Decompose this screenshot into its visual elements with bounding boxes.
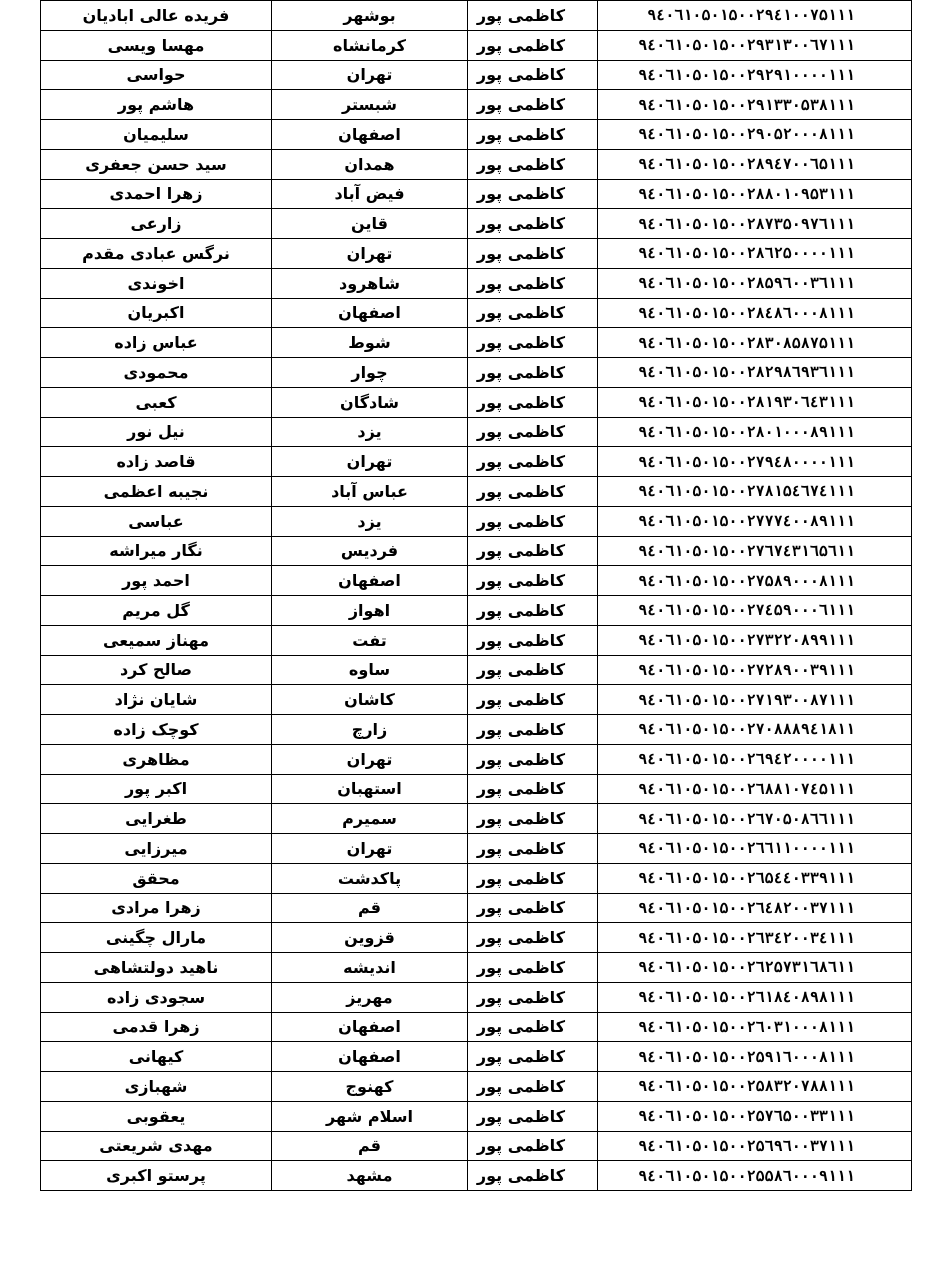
name-cell: سلیمیان xyxy=(41,120,272,150)
table-body xyxy=(41,1,912,1191)
name-cell: شایان نژاد xyxy=(41,685,272,715)
city-cell: همدان xyxy=(272,149,468,179)
name-cell: شهبازی xyxy=(41,1072,272,1102)
surname-cell: کاظمی پور xyxy=(468,179,598,209)
name-cell: قاصد زاده xyxy=(41,447,272,477)
city-cell: یزد xyxy=(272,506,468,536)
data-table xyxy=(40,0,912,1191)
name-cell: زهرا احمدی xyxy=(41,179,272,209)
surname-cell: کاظمی پور xyxy=(468,566,598,596)
table-row xyxy=(41,447,912,477)
city-cell: شادگان xyxy=(272,387,468,417)
account-number-cell: ۹٤۰٦۱۰۵۰۱۵۰۰۲۷٤۵۹۰۰۰٦۱۱۱ xyxy=(598,596,912,626)
table-row xyxy=(41,1012,912,1042)
city-cell: اصفهان xyxy=(272,298,468,328)
surname-cell: کاظمی پور xyxy=(468,893,598,923)
table-row xyxy=(41,90,912,120)
city-cell: اصفهان xyxy=(272,566,468,596)
account-number-cell: ۹٤۰٦۱۰۵۰۱۵۰۰۲۹۲۹۱۰۰۰۰۱۱۱ xyxy=(598,60,912,90)
surname-cell: کاظمی پور xyxy=(468,239,598,269)
name-cell: کوچک زاده xyxy=(41,715,272,745)
table-row xyxy=(41,358,912,388)
surname-cell: کاظمی پور xyxy=(468,60,598,90)
surname-cell: کاظمی پور xyxy=(468,685,598,715)
name-cell: هاشم پور xyxy=(41,90,272,120)
table-row xyxy=(41,387,912,417)
city-cell: قزوین xyxy=(272,923,468,953)
table-row xyxy=(41,655,912,685)
city-cell: قاین xyxy=(272,209,468,239)
surname-cell: کاظمی پور xyxy=(468,834,598,864)
name-cell: حواسی xyxy=(41,60,272,90)
name-cell: پرستو اکبری xyxy=(41,1161,272,1191)
city-cell: اهواز xyxy=(272,596,468,626)
city-cell: شوط xyxy=(272,328,468,358)
account-number-cell: ۹٤۰٦۱۰۵۰۱۵۰۰۲۸۱۹۳۰٦٤۳۱۱۱ xyxy=(598,387,912,417)
surname-cell: کاظمی پور xyxy=(468,536,598,566)
name-cell: فریده عالی ابادیان xyxy=(41,1,272,31)
city-cell: یزد xyxy=(272,417,468,447)
name-cell: مظاهری xyxy=(41,744,272,774)
table-row xyxy=(41,566,912,596)
surname-cell: کاظمی پور xyxy=(468,120,598,150)
name-cell: احمد پور xyxy=(41,566,272,596)
table-row xyxy=(41,1042,912,1072)
table-row xyxy=(41,834,912,864)
city-cell: سمیرم xyxy=(272,804,468,834)
account-number-cell: ۹٤۰٦۱۰۵۰۱۵۰۰۲۸۸۰۱۰۹۵۳۱۱۱ xyxy=(598,179,912,209)
account-number-cell: ۹٤۰٦۱۰۵۰۱۵۰۰۲٦۱۸٤۰۸۹۸۱۱۱ xyxy=(598,982,912,1012)
surname-cell: کاظمی پور xyxy=(468,804,598,834)
city-cell: فیض آباد xyxy=(272,179,468,209)
account-number-cell: ۹٤۰٦۱۰۵۰۱۵۰۰۲۸۷۳۵۰۹۷٦۱۱۱ xyxy=(598,209,912,239)
table-row xyxy=(41,268,912,298)
account-number-cell: ۹٤۰٦۱۰۵۰۱۵۰۰۲۹۰۵۲۰۰۰۸۱۱۱ xyxy=(598,120,912,150)
account-number-cell: ۹٤۰٦۱۰۵۰۱۵۰۰۲۸٤۸٦۰۰۰۸۱۱۱ xyxy=(598,298,912,328)
name-cell: مارال چگینی xyxy=(41,923,272,953)
city-cell: تفت xyxy=(272,625,468,655)
table-row xyxy=(41,804,912,834)
table-row xyxy=(41,596,912,626)
account-number-cell: ۹٤۰٦۱۰۵۰۱۵۰۰۲٦۰۳۱۰۰۰۸۱۱۱ xyxy=(598,1012,912,1042)
table-row xyxy=(41,120,912,150)
surname-cell: کاظمی پور xyxy=(468,209,598,239)
city-cell: تهران xyxy=(272,834,468,864)
name-cell: میرزایی xyxy=(41,834,272,864)
name-cell: نرگس عبادی مقدم xyxy=(41,239,272,269)
surname-cell: کاظمی پور xyxy=(468,923,598,953)
surname-cell: کاظمی پور xyxy=(468,1131,598,1161)
account-number-cell: ۹٤۰٦۱۰۵۰۱۵۰۰۲۹۳۱۳۰۰٦۷۱۱۱ xyxy=(598,30,912,60)
city-cell: پاکدشت xyxy=(272,863,468,893)
city-cell: عباس آباد xyxy=(272,477,468,507)
account-number-cell: ۹٤۰٦۱۰۵۰۱۵۰۰۲٦۲۵۷۳۱٦۸٦۱۱ xyxy=(598,953,912,983)
surname-cell: کاظمی پور xyxy=(468,655,598,685)
account-number-cell: ۹٤۰٦۱۰۵۰۱۵۰۰۲۹٤۱۰۰۷۵۱۱۱ xyxy=(598,1,912,31)
name-cell: اکبریان xyxy=(41,298,272,328)
account-number-cell: ۹٤۰٦۱۰۵۰۱۵۰۰۲٦٦۱۱۰۰۰۰۱۱۱ xyxy=(598,834,912,864)
account-number-cell: ۹٤۰٦۱۰۵۰۱۵۰۰۲۵۵۸٦۰۰۰۹۱۱۱ xyxy=(598,1161,912,1191)
city-cell: کاشان xyxy=(272,685,468,715)
surname-cell: کاظمی پور xyxy=(468,447,598,477)
account-number-cell: ۹٤۰٦۱۰۵۰۱۵۰۰۲۷۵۸۹۰۰۰۸۱۱۱ xyxy=(598,566,912,596)
table-row xyxy=(41,1131,912,1161)
city-cell: مهریز xyxy=(272,982,468,1012)
city-cell: ساوه xyxy=(272,655,468,685)
surname-cell: کاظمی پور xyxy=(468,358,598,388)
city-cell: تهران xyxy=(272,744,468,774)
name-cell: مهسا ویسی xyxy=(41,30,272,60)
account-number-cell: ۹٤۰٦۱۰۵۰۱۵۰۰۲۷۷۷٤۰۰۸۹۱۱۱ xyxy=(598,506,912,536)
account-number-cell: ۹٤۰٦۱۰۵۰۱۵۰۰۲٦۷۰۵۰۸٦٦۱۱۱ xyxy=(598,804,912,834)
table-row xyxy=(41,149,912,179)
table-row xyxy=(41,60,912,90)
surname-cell: کاظمی پور xyxy=(468,1042,598,1072)
city-cell: اسلام شهر xyxy=(272,1101,468,1131)
name-cell: کیهانی xyxy=(41,1042,272,1072)
surname-cell: کاظمی پور xyxy=(468,298,598,328)
surname-cell: کاظمی پور xyxy=(468,1161,598,1191)
table-row xyxy=(41,1101,912,1131)
name-cell: مهدی شریعتی xyxy=(41,1131,272,1161)
surname-cell: کاظمی پور xyxy=(468,982,598,1012)
surname-cell: کاظمی پور xyxy=(468,625,598,655)
city-cell: اصفهان xyxy=(272,1042,468,1072)
table-row xyxy=(41,209,912,239)
name-cell: نگار میراشه xyxy=(41,536,272,566)
account-number-cell: ۹٤۰٦۱۰۵۰۱۵۰۰۲۵۸۳۲۰۷۸۸۱۱۱ xyxy=(598,1072,912,1102)
city-cell: تهران xyxy=(272,60,468,90)
table-row xyxy=(41,1072,912,1102)
city-cell: شاهرود xyxy=(272,268,468,298)
name-cell: گل مریم xyxy=(41,596,272,626)
surname-cell: کاظمی پور xyxy=(468,149,598,179)
account-number-cell: ۹٤۰٦۱۰۵۰۱۵۰۰۲۸۰۱۰۰۰۸۹۱۱۱ xyxy=(598,417,912,447)
name-cell: عباس زاده xyxy=(41,328,272,358)
city-cell: زارچ xyxy=(272,715,468,745)
surname-cell: کاظمی پور xyxy=(468,90,598,120)
account-number-cell: ۹٤۰٦۱۰۵۰۱۵۰۰۲۷۱۹۳۰۰۸۷۱۱۱ xyxy=(598,685,912,715)
account-number-cell: ۹٤۰٦۱۰۵۰۱۵۰۰۲۵٦۹٦۰۰۳۷۱۱۱ xyxy=(598,1131,912,1161)
surname-cell: کاظمی پور xyxy=(468,774,598,804)
table-row xyxy=(41,1,912,31)
name-cell: نیل نور xyxy=(41,417,272,447)
name-cell: یعقوبی xyxy=(41,1101,272,1131)
table-row xyxy=(41,863,912,893)
account-number-cell: ۹٤۰٦۱۰۵۰۱۵۰۰۲٦۵٤٤۰۳۳۹۱۱۱ xyxy=(598,863,912,893)
table-row xyxy=(41,982,912,1012)
name-cell: سجودی زاده xyxy=(41,982,272,1012)
account-number-cell: ۹٤۰٦۱۰۵۰۱۵۰۰۲٦۳٤۲۰۰۳٤۱۱۱ xyxy=(598,923,912,953)
name-cell: زهرا قدمی xyxy=(41,1012,272,1042)
table-row xyxy=(41,625,912,655)
surname-cell: کاظمی پور xyxy=(468,715,598,745)
account-number-cell: ۹٤۰٦۱۰۵۰۱۵۰۰۲۵۹۱٦۰۰۰۸۱۱۱ xyxy=(598,1042,912,1072)
table-row xyxy=(41,923,912,953)
name-cell: اکبر پور xyxy=(41,774,272,804)
surname-cell: کاظمی پور xyxy=(468,328,598,358)
city-cell: مشهد xyxy=(272,1161,468,1191)
account-number-cell: ۹٤۰٦۱۰۵۰۱۵۰۰۲۷۲۸۹۰۰۳۹۱۱۱ xyxy=(598,655,912,685)
surname-cell: کاظمی پور xyxy=(468,417,598,447)
account-number-cell: ۹٤۰٦۱۰۵۰۱۵۰۰۲۸۲۹۸٦۹۳٦۱۱۱ xyxy=(598,358,912,388)
name-cell: سید حسن جعفری xyxy=(41,149,272,179)
city-cell: اندیشه xyxy=(272,953,468,983)
name-cell: محقق xyxy=(41,863,272,893)
city-cell: قم xyxy=(272,893,468,923)
name-cell: مهناز سمیعی xyxy=(41,625,272,655)
city-cell: کرمانشاه xyxy=(272,30,468,60)
table-row xyxy=(41,506,912,536)
account-number-cell: ۹٤۰٦۱۰۵۰۱۵۰۰۲۸۳۰۸۵۸۷۵۱۱۱ xyxy=(598,328,912,358)
name-cell: صالح کرد xyxy=(41,655,272,685)
surname-cell: کاظمی پور xyxy=(468,506,598,536)
table-row xyxy=(41,477,912,507)
surname-cell: کاظمی پور xyxy=(468,596,598,626)
city-cell: چوار xyxy=(272,358,468,388)
surname-cell: کاظمی پور xyxy=(468,744,598,774)
account-number-cell: ۹٤۰٦۱۰۵۰۱۵۰۰۲٦۹٤۲۰۰۰۰۱۱۱ xyxy=(598,744,912,774)
surname-cell: کاظمی پور xyxy=(468,953,598,983)
account-number-cell: ۹٤۰٦۱۰۵۰۱۵۰۰۲۸۹٤۷۰۰٦۵۱۱۱ xyxy=(598,149,912,179)
account-number-cell: ۹٤۰٦۱۰۵۰۱۵۰۰۲٦۸۸۱۰۷٤۵۱۱۱ xyxy=(598,774,912,804)
city-cell: قم xyxy=(272,1131,468,1161)
account-number-cell: ۹٤۰٦۱۰۵۰۱۵۰۰۲۸۵۹٦۰۰۳٦۱۱۱ xyxy=(598,268,912,298)
surname-cell: کاظمی پور xyxy=(468,863,598,893)
name-cell: زهرا مرادی xyxy=(41,893,272,923)
table-row xyxy=(41,893,912,923)
city-cell: اصفهان xyxy=(272,120,468,150)
name-cell: عباسی xyxy=(41,506,272,536)
table-row xyxy=(41,239,912,269)
account-number-cell: ۹٤۰٦۱۰۵۰۱۵۰۰۲۷۸۱۵٤٦۷٤۱۱۱ xyxy=(598,477,912,507)
account-number-cell: ۹٤۰٦۱۰۵۰۱۵۰۰۲٦٤۸۲۰۰۳۷۱۱۱ xyxy=(598,893,912,923)
table-row xyxy=(41,298,912,328)
table-row xyxy=(41,774,912,804)
surname-cell: کاظمی پور xyxy=(468,1072,598,1102)
table-row xyxy=(41,536,912,566)
name-cell: اخوندی xyxy=(41,268,272,298)
city-cell: فردیس xyxy=(272,536,468,566)
surname-cell: کاظمی پور xyxy=(468,387,598,417)
surname-cell: کاظمی پور xyxy=(468,1101,598,1131)
table-row xyxy=(41,1161,912,1191)
account-number-cell: ۹٤۰٦۱۰۵۰۱۵۰۰۲۷۳۲۲۰۸۹۹۱۱۱ xyxy=(598,625,912,655)
surname-cell: کاظمی پور xyxy=(468,1,598,31)
table-row xyxy=(41,30,912,60)
city-cell: تهران xyxy=(272,447,468,477)
table-row xyxy=(41,328,912,358)
account-number-cell: ۹٤۰٦۱۰۵۰۱۵۰۰۲۸٦۲۵۰۰۰۰۱۱۱ xyxy=(598,239,912,269)
surname-cell: کاظمی پور xyxy=(468,30,598,60)
table-row xyxy=(41,715,912,745)
city-cell: بوشهر xyxy=(272,1,468,31)
account-number-cell: ۹٤۰٦۱۰۵۰۱۵۰۰۲۷٦۷٤۳۱٦۵٦۱۱ xyxy=(598,536,912,566)
account-number-cell: ۹٤۰٦۱۰۵۰۱۵۰۰۲۹۱۳۳۰۵۳۸۱۱۱ xyxy=(598,90,912,120)
name-cell: ناهید دولتشاهی xyxy=(41,953,272,983)
city-cell: اصفهان xyxy=(272,1012,468,1042)
city-cell: تهران xyxy=(272,239,468,269)
name-cell: طغرایی xyxy=(41,804,272,834)
table-row xyxy=(41,953,912,983)
name-cell: محمودی xyxy=(41,358,272,388)
table-row xyxy=(41,417,912,447)
table-row xyxy=(41,179,912,209)
name-cell: نجیبه اعظمی xyxy=(41,477,272,507)
table-row xyxy=(41,685,912,715)
city-cell: شبستر xyxy=(272,90,468,120)
account-number-cell: ۹٤۰٦۱۰۵۰۱۵۰۰۲۷۹٤۸۰۰۰۰۱۱۱ xyxy=(598,447,912,477)
account-number-cell: ۹٤۰٦۱۰۵۰۱۵۰۰۲۵۷٦۵۰۰۳۳۱۱۱ xyxy=(598,1101,912,1131)
table-row xyxy=(41,744,912,774)
surname-cell: کاظمی پور xyxy=(468,268,598,298)
city-cell: استهبان xyxy=(272,774,468,804)
surname-cell: کاظمی پور xyxy=(468,1012,598,1042)
city-cell: کهنوج xyxy=(272,1072,468,1102)
account-number-cell: ۹٤۰٦۱۰۵۰۱۵۰۰۲۷۰۸۸۸۹٤۱۸۱۱ xyxy=(598,715,912,745)
name-cell: کعبی xyxy=(41,387,272,417)
surname-cell: کاظمی پور xyxy=(468,477,598,507)
name-cell: زارعی xyxy=(41,209,272,239)
